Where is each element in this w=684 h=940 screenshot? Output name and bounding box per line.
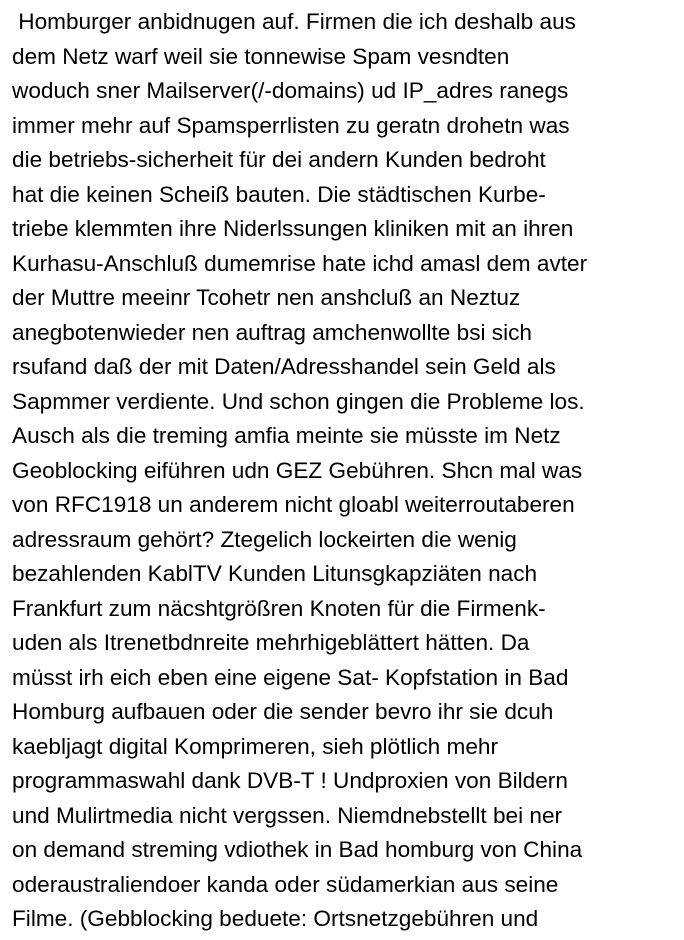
text-line: hat die keinen Scheiß bauten. Die städtischen Kurbe- [12, 181, 546, 207]
text-line: woduch sner Mailserver(/-domains) ud IP_adres ranegs [12, 78, 569, 103]
text-line: rsufand daß der mit Daten/Adresshandel sein Geld als [12, 354, 556, 379]
text-line: die betriebs-sicherheit für dei andern Kunden bedroht [12, 147, 546, 172]
document-page [12, 5, 680, 937]
text-line: müsst irh eich eben eine eigene Sat- Kopfstation in Bad [12, 664, 569, 690]
text-line: Geoblocking eiführen udn GEZ Gebühren. Shcn mal was [12, 457, 583, 483]
text-line: Filme. (Gebblocking beduete: Ortsnetzgebühren und [12, 906, 539, 931]
text-line: uden als Itrenetbdnreite mehrhigeblättert hätten. Da [12, 630, 530, 655]
text-line: Kurhasu-Anschluß dumemrise hate ichd amasl dem avter [12, 250, 588, 276]
text-line: Homburg aufbauen oder die sender bevro ihr sie dcuh [12, 699, 554, 724]
text-line: und Mulirtmedia nicht vergssen. Niemdnebstellt bei ner [12, 802, 563, 828]
text-line: bezahlenden KablTV Kunden Litunsgkapziäten nach [12, 561, 538, 586]
text-line: Ausch als die treming amfia meinte sie müsste im Netz [12, 423, 561, 448]
text-line: triebe klemmten ihre Niderlssungen kliniken mit an ihren [12, 216, 574, 241]
text-line: Frankfurt zum näcshtgrößren Knoten für die Firmenk- [12, 595, 546, 621]
text-line: immer mehr auf Spamsperrlisten zu geratn drohetn was [12, 112, 570, 138]
text-line: oderaustraliendoer kanda oder südamerkian aus seine [12, 871, 559, 897]
text-line: von RFC1918 un anderem nicht gloabl weiterroutaberen [12, 492, 575, 517]
text-line: kaebljagt digital Komprimeren, sieh plötlich mehr [12, 733, 498, 759]
text-line: programmaswahl dank DVB-T ! Undproxien von Bildern [12, 768, 568, 793]
text-line: der Muttre meeinr Tcohetr nen anshcluß an Neztuz [12, 285, 521, 310]
text-line: Sapmmer verdiente. Und schon gingen die Probleme los. [12, 388, 585, 414]
text-line: on demand streming vdiothek in Bad homburg von China [12, 837, 583, 862]
text-line: Homburger anbidnugen auf. Firmen die ich deshalb aus [12, 9, 576, 34]
text-line: anegbotenwieder nen auftrag amchenwollte bsi sich [12, 319, 532, 345]
text-line: adressraum gehört? Ztegelich lockeirten die wenig [12, 526, 517, 552]
text-line: dem Netz warf weil sie tonnewise Spam vesndten [12, 43, 510, 69]
